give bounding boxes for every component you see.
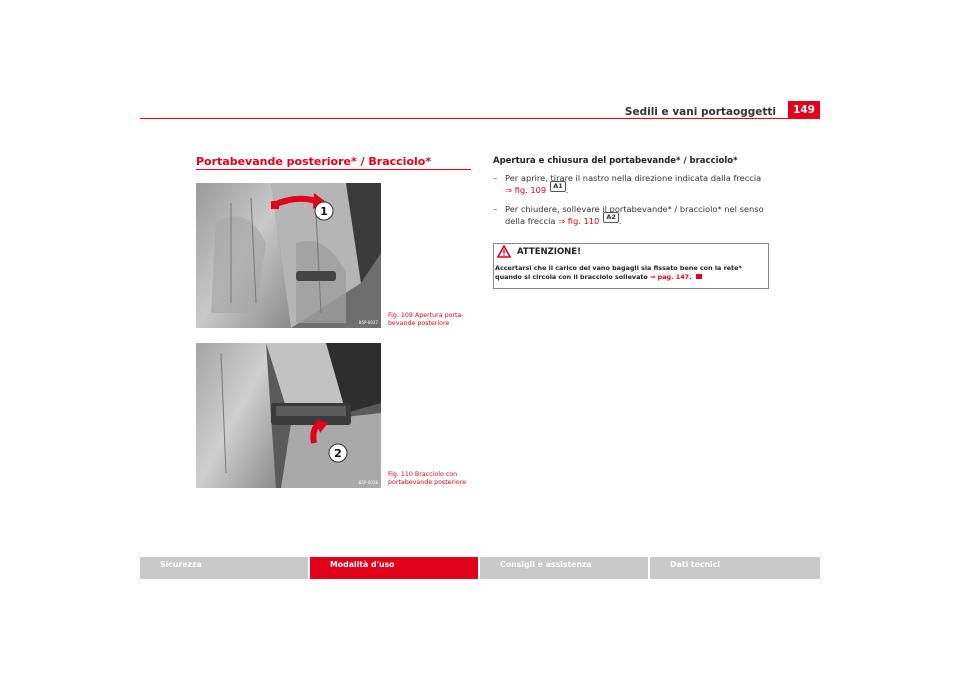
footer-tab-consigli-e-assistenza[interactable]: Consigli e assistenza (480, 557, 648, 579)
header-rule (140, 118, 820, 119)
section-title: Portabevande posteriore* / Bracciolo* (196, 155, 432, 168)
step-2: – Per chiudere, sollevare il portabevande* / bracciolo* nel senso della freccia ⇒ fig. 110 A2 . (493, 204, 764, 226)
end-marker-icon (696, 274, 702, 279)
figure-110-caption: Fig. 110 Bracciolo con portabevande posteriore (388, 471, 467, 486)
page-147-link[interactable]: ⇒ pag. 147. (650, 273, 692, 281)
marker-a1-badge: A1 (550, 181, 566, 192)
footer-tab-dati-tecnici[interactable]: Dati tecnici (650, 557, 820, 579)
footer-tab-sicurezza[interactable]: Sicurezza (140, 557, 308, 579)
figure-109-image (196, 183, 381, 328)
fig-110-link[interactable]: ⇒ fig. 110 (558, 216, 600, 226)
marker-a2-badge: A2 (603, 212, 619, 223)
warning-text: Accertarsi che il carico del vano bagagli sia fissato bene con la rete* quando si circola con il bracciolo sollevato ⇒ pag. 147. (495, 264, 742, 281)
warning-icon (497, 245, 511, 258)
figure-110-marker: 2 (334, 447, 342, 460)
figure-109-marker: 1 (320, 205, 328, 218)
section-rule (196, 169, 471, 170)
figure-110-code: B5P-0038 (358, 480, 378, 485)
footer-tab-modalita-duso[interactable]: Modalità d'uso (310, 557, 478, 579)
step-1: – Per aprire, tirare il nastro nella direzione indicata dalla freccia ⇒ fig. 109 A1 . (493, 173, 762, 195)
content-heading: Apertura e chiusura del portabevande* / bracciolo* (493, 156, 738, 166)
figure-110-image (196, 343, 381, 488)
running-header: Sedili e vani portaoggetti (624, 106, 776, 118)
fig-109-link[interactable]: ⇒ fig. 109 (505, 185, 547, 195)
figure-109-code: B5P-0037 (358, 320, 378, 325)
page-number: 149 (788, 101, 820, 119)
figure-109-caption: Fig. 109 Apertura porta- bevande posteriore (388, 312, 464, 327)
warning-title: ATTENZIONE! (517, 247, 581, 257)
